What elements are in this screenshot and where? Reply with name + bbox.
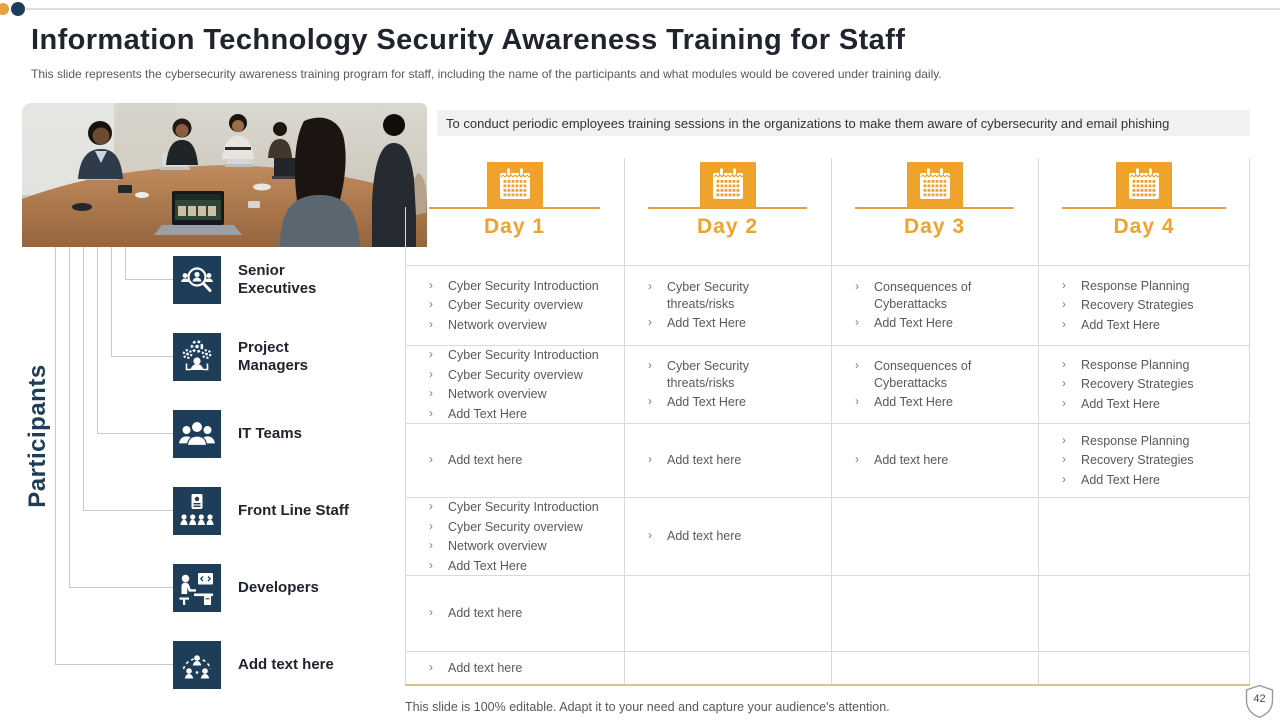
participant-item	[173, 487, 393, 535]
schedule-cell	[831, 266, 1038, 345]
module-text: Add Text Here	[448, 406, 527, 421]
schedule-cell	[405, 498, 624, 575]
schedule-cell	[624, 576, 831, 651]
bullet-icon: ›	[429, 659, 433, 674]
module-item	[648, 528, 819, 545]
day-underline	[855, 207, 1014, 209]
module-item	[855, 315, 1026, 332]
schedule-cell	[624, 424, 831, 497]
schedule-row-front-line-staff	[405, 497, 1250, 575]
day-column-header	[1038, 155, 1250, 265]
participant-label: Developers	[238, 579, 319, 596]
module-item	[1062, 433, 1238, 450]
bullet-icon: ›	[429, 277, 433, 292]
module-item	[1062, 376, 1238, 393]
module-text: Network overview	[448, 387, 547, 401]
participant-label: Senior Executives	[238, 262, 317, 297]
module-text: Add Text Here	[1081, 317, 1160, 332]
schedule-grid-body	[405, 265, 1250, 686]
schedule-cell	[405, 652, 624, 684]
module-text: Recovery Strategies	[1081, 453, 1194, 468]
module-item	[648, 358, 819, 391]
participant-item	[173, 333, 393, 381]
schedule-row-developers	[405, 575, 1250, 651]
editable-note: This slide is 100% editable. Adapt it to your need and capture your audience's attention.	[405, 700, 890, 714]
module-text: Consequences of Cyberattacks	[874, 280, 972, 311]
schedule-cell	[831, 652, 1038, 684]
module-item	[1062, 357, 1238, 374]
module-item	[855, 394, 1026, 411]
module-item	[855, 358, 1026, 391]
module-text: Add text here	[667, 453, 742, 468]
module-item	[429, 278, 612, 295]
module-text: Cyber Security overview	[448, 367, 583, 382]
module-text: Add Text Here	[874, 316, 953, 331]
schedule-cell	[624, 652, 831, 684]
module-text: Network overview	[448, 317, 547, 332]
bullet-icon: ›	[1062, 395, 1066, 410]
calendar-icon	[700, 162, 756, 207]
page-title: Information Technology Security Awareness Training for Staff	[31, 24, 906, 56]
participant-label: Project Managers	[238, 339, 309, 374]
bullet-icon: ›	[1062, 356, 1066, 371]
schedule-cell	[1038, 652, 1250, 684]
module-item	[429, 367, 612, 384]
slide-description: This slide represents the cybersecurity awareness training program for staff, including the name of the participants and what modules would be covered under training daily.	[31, 67, 942, 81]
schedule-cell	[1038, 498, 1250, 575]
accent-dot-orange	[0, 3, 9, 15]
day-underline	[429, 207, 600, 209]
schedule-cell	[405, 576, 624, 651]
people-group-icon	[173, 410, 221, 458]
bullet-icon: ›	[1062, 316, 1066, 331]
accent-dot-navy	[11, 2, 25, 16]
schedule-cell	[831, 498, 1038, 575]
day-label: Day 1	[483, 215, 546, 238]
participant-label: Add text here	[238, 656, 334, 673]
module-item	[429, 499, 612, 516]
module-item	[1062, 452, 1238, 469]
bullet-icon: ›	[429, 386, 433, 400]
module-text: Add Text Here	[874, 395, 953, 410]
schedule-cell	[405, 266, 624, 345]
bullet-icon: ›	[429, 557, 433, 572]
module-item	[429, 347, 612, 364]
day-underline	[1062, 207, 1226, 209]
participant-item	[173, 410, 393, 458]
bullet-icon: ›	[648, 279, 652, 294]
day-column-header	[405, 155, 624, 265]
meeting-photo-image	[22, 103, 427, 247]
participant-label: Front Line Staff	[238, 502, 349, 519]
module-text: Recovery Strategies	[1081, 377, 1194, 392]
module-text: Response Planning	[1081, 433, 1190, 448]
column-separator	[1038, 158, 1039, 684]
bullet-icon: ›	[429, 347, 433, 361]
module-item	[648, 315, 819, 332]
module-item	[429, 660, 612, 677]
calendar-icon	[487, 162, 543, 207]
participant-item	[173, 564, 393, 612]
bullet-icon: ›	[429, 452, 433, 467]
badge-staff-icon	[173, 487, 221, 535]
bullet-icon: ›	[429, 316, 433, 331]
page-number-badge	[1243, 684, 1276, 719]
training-schedule-table	[405, 155, 1250, 684]
bullet-icon: ›	[1062, 432, 1066, 447]
schedule-row-project-managers	[405, 345, 1250, 423]
module-text: Add text here	[448, 453, 523, 468]
bullet-icon: ›	[855, 452, 859, 467]
objective-banner: To conduct periodic employees training sessions in the organizations to make them aware of cybersecurity and email phishing	[437, 110, 1250, 136]
module-item	[429, 297, 612, 314]
meeting-photo-illustration	[22, 103, 427, 247]
module-item	[855, 452, 1026, 469]
gears-team-icon	[173, 333, 221, 381]
bullet-icon: ›	[855, 279, 859, 294]
module-text: Add Text Here	[448, 558, 527, 573]
module-text: Cyber Security overview	[448, 298, 583, 313]
module-text: Cyber Security Introduction	[448, 278, 599, 293]
schedule-row-senior-executives	[405, 265, 1250, 345]
module-text: Recovery Strategies	[1081, 298, 1194, 313]
day-label: Day 4	[1113, 215, 1175, 238]
module-item	[1062, 396, 1238, 413]
bullet-icon: ›	[1062, 277, 1066, 292]
connector-line	[55, 247, 173, 665]
module-item	[429, 538, 612, 555]
module-text: Response Planning	[1081, 357, 1190, 372]
module-text: Cyber Security threats/risks	[667, 280, 749, 311]
module-item	[1062, 317, 1238, 334]
module-item	[429, 605, 612, 622]
module-item	[429, 519, 612, 536]
module-text: Add text here	[448, 606, 523, 621]
bullet-icon: ›	[429, 366, 433, 381]
bullet-icon: ›	[429, 518, 433, 533]
calendar-icon	[907, 162, 963, 207]
schedule-cell	[405, 346, 624, 423]
schedule-cell	[1038, 576, 1250, 651]
bullet-icon: ›	[429, 297, 433, 312]
column-separator	[405, 207, 406, 684]
bullet-icon: ›	[1062, 376, 1066, 391]
bullet-icon: ›	[1062, 297, 1066, 312]
module-item	[648, 394, 819, 411]
module-item	[1062, 278, 1238, 295]
module-text: Add Text Here	[1081, 396, 1160, 411]
schedule-cell	[405, 424, 624, 497]
bullet-icon: ›	[429, 538, 433, 552]
module-item	[429, 558, 612, 575]
module-text: Cyber Security overview	[448, 519, 583, 534]
people-search-icon	[173, 256, 221, 304]
module-item	[1062, 472, 1238, 489]
top-rule	[26, 8, 1280, 10]
module-text: Response Planning	[1081, 278, 1190, 293]
bullet-icon: ›	[429, 605, 433, 620]
module-text: Network overview	[448, 539, 547, 553]
module-item	[429, 406, 612, 423]
schedule-row-add-text-here	[405, 651, 1250, 684]
module-item	[855, 279, 1026, 312]
day-underline	[648, 207, 807, 209]
bullet-icon: ›	[648, 394, 652, 409]
module-item	[648, 452, 819, 469]
schedule-cell	[831, 346, 1038, 423]
calendar-icon	[1116, 162, 1172, 207]
bullet-icon: ›	[648, 358, 652, 373]
hierarchy-icon	[173, 641, 221, 689]
module-item	[429, 317, 612, 334]
schedule-cell	[624, 346, 831, 423]
schedule-cell	[831, 424, 1038, 497]
schedule-cell	[1038, 424, 1250, 497]
participant-item	[173, 641, 393, 689]
schedule-cell	[1038, 266, 1250, 345]
module-text: Add text here	[448, 660, 523, 675]
column-separator	[831, 158, 832, 684]
bullet-icon: ›	[429, 405, 433, 420]
bullet-icon: ›	[855, 394, 859, 409]
schedule-cell	[624, 266, 831, 345]
module-item	[1062, 297, 1238, 314]
day-column-header	[831, 155, 1038, 265]
column-separator	[624, 158, 625, 684]
column-separator	[1249, 158, 1250, 684]
day-label: Day 3	[903, 215, 966, 238]
bullet-icon: ›	[855, 315, 859, 330]
page-number: 42	[1253, 693, 1266, 705]
bullet-icon: ›	[855, 358, 859, 373]
bullet-icon: ›	[1062, 471, 1066, 486]
day-label: Day 2	[696, 215, 759, 238]
participants-axis-label: Participants	[24, 364, 51, 508]
module-text: Cyber Security Introduction	[448, 500, 599, 514]
schedule-row-it-teams	[405, 423, 1250, 497]
participant-item	[173, 256, 393, 304]
module-text: Consequences of Cyberattacks	[874, 359, 972, 390]
schedule-cell	[831, 576, 1038, 651]
module-text: Add text here	[667, 529, 742, 544]
schedule-cell	[1038, 346, 1250, 423]
module-text: Cyber Security Introduction	[448, 348, 599, 362]
module-text: Add text here	[874, 453, 949, 468]
participant-label: IT Teams	[238, 425, 302, 442]
module-item	[429, 452, 612, 469]
developer-desk-icon	[173, 564, 221, 612]
module-item	[648, 279, 819, 312]
module-text: Cyber Security threats/risks	[667, 359, 749, 390]
schedule-cell	[624, 498, 831, 575]
module-text: Add Text Here	[667, 395, 746, 410]
module-item	[429, 386, 612, 403]
day-column-header	[624, 155, 831, 265]
bullet-icon: ›	[648, 452, 652, 467]
module-text: Add Text Here	[1081, 472, 1160, 487]
bullet-icon: ›	[648, 315, 652, 330]
day-header-row	[405, 155, 1250, 265]
module-text: Add Text Here	[667, 316, 746, 331]
bullet-icon: ›	[429, 499, 433, 513]
bullet-icon: ›	[648, 528, 652, 543]
bullet-icon: ›	[1062, 452, 1066, 467]
